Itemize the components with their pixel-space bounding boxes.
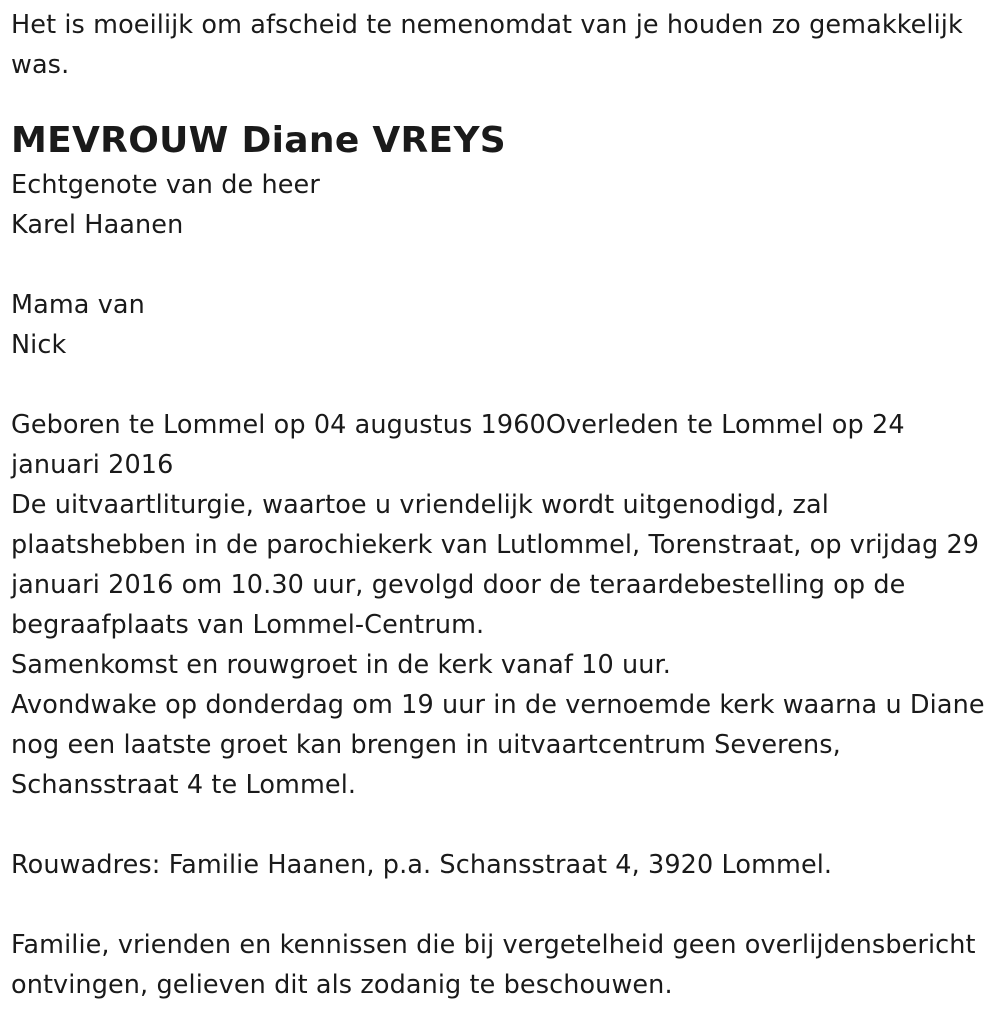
spacer	[11, 805, 986, 845]
spacer	[11, 885, 986, 925]
gathering-info: Samenkomst en rouwgroet in de kerk vanaf 10 uur.	[11, 650, 671, 680]
spouse-name: Karel Haanen	[11, 210, 184, 240]
deceased-name: MEVROUW Diane VREYS	[11, 120, 507, 161]
spacer	[11, 365, 986, 405]
obituary-notice	[11, 5, 986, 1005]
birth-death-info: Geboren te Lommel op 04 augustus 1960Overleden te Lommel op 24 januari 2016	[11, 410, 905, 480]
opening-quote: Het is moeilijk om afscheid te nemenomdat van je houden zo gemakkelijk was.	[11, 10, 963, 80]
mother-label: Mama van	[11, 290, 145, 320]
spacer	[11, 245, 986, 285]
closing-note: Familie, vrienden en kennissen die bij vergetelheid geen overlijdensbericht ontvingen, gelieven dit als zodanig te beschouwen.	[11, 930, 976, 1000]
mourning-address: Rouwadres: Familie Haanen, p.a. Schansstraat 4, 3920 Lommel.	[11, 850, 833, 880]
child-name: Nick	[11, 330, 67, 360]
wake-info: Avondwake op donderdag om 19 uur in de vernoemde kerk waarna u Diane nog een laatste groet kan brengen in uitvaartcentrum Severens, Schansstraat 4 te Lommel.	[11, 690, 985, 800]
funeral-info: De uitvaartliturgie, waartoe u vriendelijk wordt uitgenodigd, zal plaatshebben in de parochiekerk van Lutlommel, Torenstraat, op vrijdag 29 januari 2016 om 10.30 uur, gevolgd door de teraardebestelling op de begraafplaats van Lommel-Centrum.	[11, 490, 980, 640]
spouse-label: Echtgenote van de heer	[11, 170, 320, 200]
